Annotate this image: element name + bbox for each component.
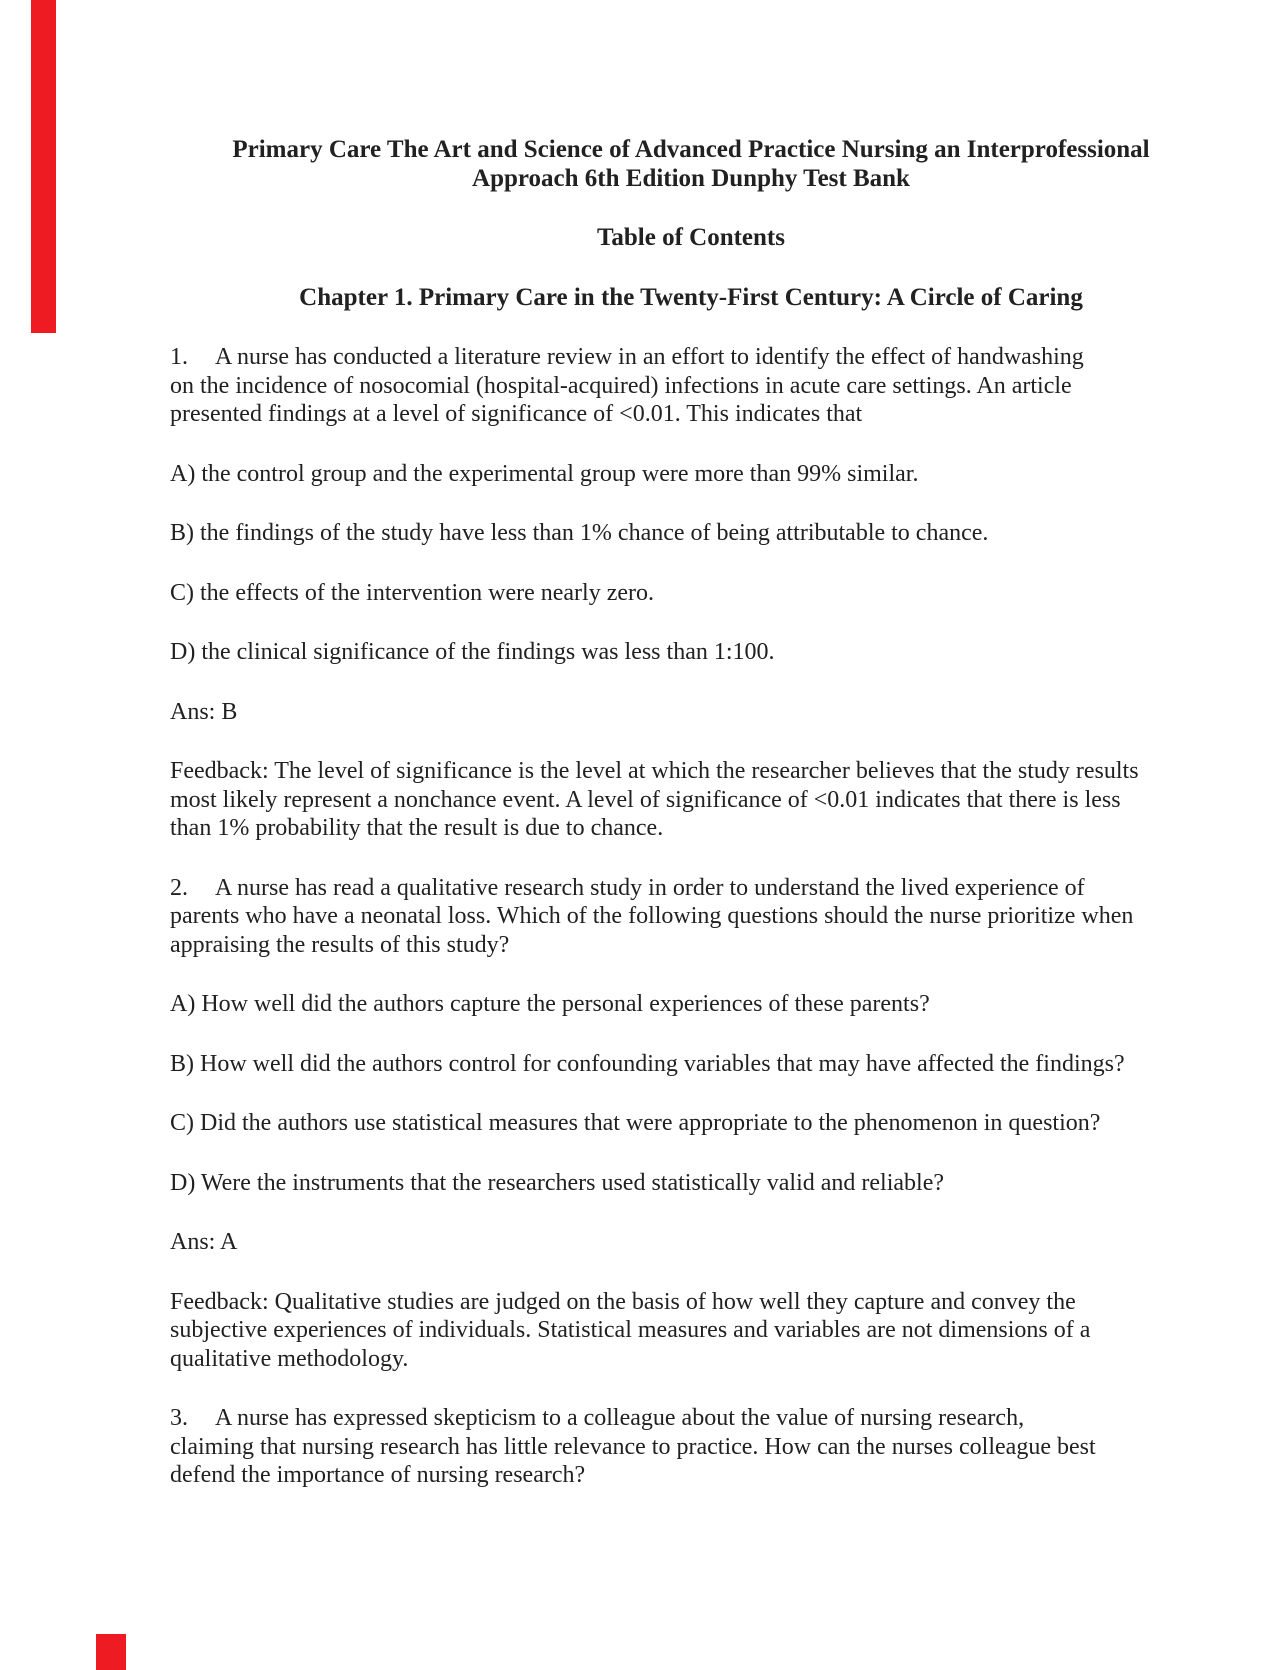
- question-2-option-b: B) How well did the authors control for confounding variables that may have affected the findings?: [170, 1050, 1125, 1077]
- question-3-line-3: defend the importance of nursing research?: [170, 1462, 586, 1488]
- question-2-feedback: [170, 1288, 1212, 1374]
- toc-heading: Table of Contents: [597, 224, 785, 251]
- question-1-feedback: [170, 757, 1212, 843]
- question-1-feedback-line-2: most likely represent a nonchance event. A level of significance of <0.01 indicates that there is less: [170, 786, 1121, 813]
- question-2-feedback-line-2: subjective experiences of individuals. Statistical measures and variables are not dimensions of a: [170, 1317, 1091, 1343]
- question-1-feedback-line-1: Feedback: The level of significance is the level at which the researcher believes that the study results: [170, 758, 1139, 784]
- question-1-feedback-line-3: than 1% probability that the result is due to chance.: [170, 815, 664, 841]
- question-1-line-3: presented findings at a level of significance of <0.01. This indicates that: [170, 401, 863, 427]
- question-2-option-c: C) Did the authors use statistical measures that were appropriate to the phenomenon in question?: [170, 1110, 1101, 1136]
- question-1-option-a: A) the control group and the experimental group were more than 99% similar.: [170, 460, 919, 487]
- title-line-1: Primary Care The Art and Science of Advanced Practice Nursing an Interprofessional: [232, 136, 1150, 163]
- title-line-2: Approach 6th Edition Dunphy Test Bank: [472, 164, 910, 192]
- question-1-text: A nurse has conducted a literature review in an effort to identify the effect of handwashing: [215, 344, 1084, 370]
- question-3: [170, 1404, 1212, 1490]
- question-1-line-1: [170, 343, 1212, 372]
- question-1-option-c: C) the effects of the intervention were nearly zero.: [170, 579, 655, 606]
- red-edge-mark-bottom: [96, 1634, 126, 1670]
- question-2-line-3: appraising the results of this study?: [170, 931, 510, 958]
- question-2-feedback-line-3: qualitative methodology.: [170, 1345, 409, 1372]
- document-content: [170, 136, 1212, 1490]
- question-1-answer: Ans: B: [170, 698, 238, 725]
- question-3-line-2: claiming that nursing research has little relevance to practice. How can the nurses colleague best: [170, 1433, 1096, 1460]
- question-1-line-2: on the incidence of nosocomial (hospital-acquired) infections in acute care settings. An article: [170, 372, 1072, 399]
- question-2-line-2: parents who have a neonatal loss. Which of the following questions should the nurse prioritize when: [170, 903, 1134, 929]
- question-2-line-1: [170, 874, 1212, 903]
- question-3-text: A nurse has expressed skepticism to a colleague about the value of nursing research,: [215, 1405, 1025, 1431]
- question-1-option-b: B) the findings of the study have less than 1% chance of being attributable to chance.: [170, 520, 989, 546]
- question-1: [170, 343, 1212, 429]
- document-title: [170, 136, 1212, 193]
- question-2-option-d: D) Were the instruments that the researchers used statistically valid and reliable?: [170, 1169, 945, 1196]
- question-1-number: 1.: [170, 344, 188, 370]
- question-1-option-d: D) the clinical significance of the findings was less than 1:100.: [170, 639, 775, 665]
- question-2-option-a: A) How well did the authors capture the personal experiences of these parents?: [170, 991, 930, 1017]
- question-2-number: 2.: [170, 874, 188, 901]
- question-3-number: 3.: [170, 1405, 188, 1431]
- question-2-text: A nurse has read a qualitative research study in order to understand the lived experience of: [215, 874, 1085, 901]
- question-3-line-1: [170, 1404, 1212, 1433]
- question-2-answer: Ans: A: [170, 1229, 238, 1255]
- chapter-heading: Chapter 1. Primary Care in the Twenty-First Century: A Circle of Caring: [299, 283, 1083, 311]
- red-edge-mark-top: [31, 0, 56, 333]
- question-2: [170, 874, 1212, 960]
- question-2-feedback-line-1: Feedback: Qualitative studies are judged on the basis of how well they capture and convey the: [170, 1288, 1076, 1315]
